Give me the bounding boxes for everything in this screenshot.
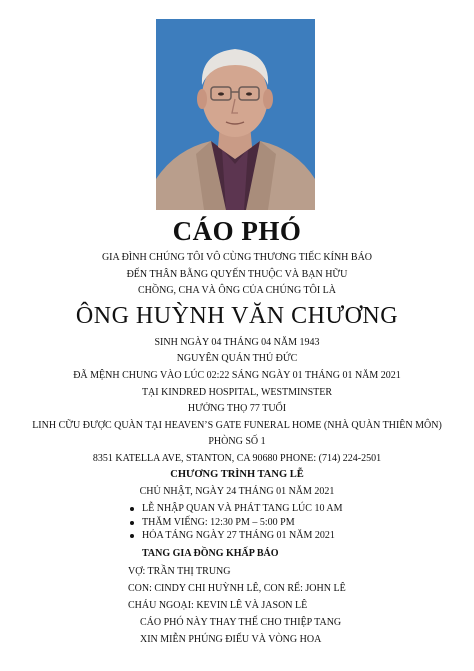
family-heading: TANG GIA ĐỒNG KHẤP BÁO [142, 548, 279, 559]
family-wife: VỢ: TRẦN THỊ TRUNG [128, 566, 231, 577]
page-title: CÁO PHÓ [172, 216, 302, 246]
program-events [128, 502, 343, 543]
intro-line-2: ĐẾN THÂN BẰNG QUYẾN THUỘC VÀ BẠN HỮU [126, 269, 348, 280]
portrait-image [156, 19, 315, 210]
detail-place: TẠI KINDRED HOSPITAL, WESTMINSTER [141, 387, 333, 398]
program-heading: CHƯƠNG TRÌNH TANG LỄ [170, 469, 304, 480]
footer-line-2: XIN MIỄN PHÚNG ĐIẾU VÀ VÒNG HOA [140, 634, 322, 645]
family-children: CON: CINDY CHI HUỲNH LÊ, CON RỂ: JOHN LÊ [128, 583, 346, 594]
intro-line-3: CHỒNG, CHA VÀ ÔNG CỦA CHÚNG TÔI LÀ [138, 285, 336, 296]
detail-age: HƯỞNG THỌ 77 TUỔI [187, 403, 287, 414]
event-item: LỄ NHẬP QUAN VÀ PHÁT TANG LÚC 10 AM [128, 502, 343, 516]
detail-passing: ĐÃ MỆNH CHUNG VÀO LÚC 02:22 SÁNG NGÀY 01 THÁNG 01 NĂM 2021 [73, 370, 401, 381]
event-item: THĂM VIẾNG: 12:30 PM – 5:00 PM [128, 516, 343, 530]
detail-address: 8351 KATELLA AVE, STANTON, CA 90680 PHONE: (714) 224-2501 [92, 453, 382, 464]
detail-birth: SINH NGÀY 04 THÁNG 04 NĂM 1943 [154, 337, 320, 348]
program-date: CHỦ NHẬT, NGÀY 24 THÁNG 01 NĂM 2021 [139, 486, 335, 497]
portrait-photo [156, 19, 315, 210]
event-item: HỎA TÁNG NGÀY 27 THÁNG 01 NĂM 2021 [128, 529, 343, 543]
deceased-name: ÔNG HUỲNH VĂN CHƯƠNG [75, 303, 399, 329]
intro-line-1: GIA ĐÌNH CHÚNG TÔI VÔ CÙNG THƯƠNG TIẾC KÍNH BÁO [101, 252, 373, 263]
detail-funeral-home: LINH CỮU ĐƯỢC QUÀN TẠI HEAVEN’S GATE FUNERAL HOME (NHÀ QUÀN THIÊN MÔN) [32, 420, 442, 431]
footer-line-1: CÁO PHÓ NÀY THAY THẾ CHO THIỆP TANG [140, 617, 342, 628]
detail-hometown: NGUYÊN QUÁN THỦ ĐỨC [176, 353, 298, 364]
detail-room: PHÒNG SỐ 1 [208, 436, 266, 447]
family-grandchildren: CHÁU NGOẠI: KEVIN LÊ VÀ JASON LÊ [128, 600, 308, 611]
